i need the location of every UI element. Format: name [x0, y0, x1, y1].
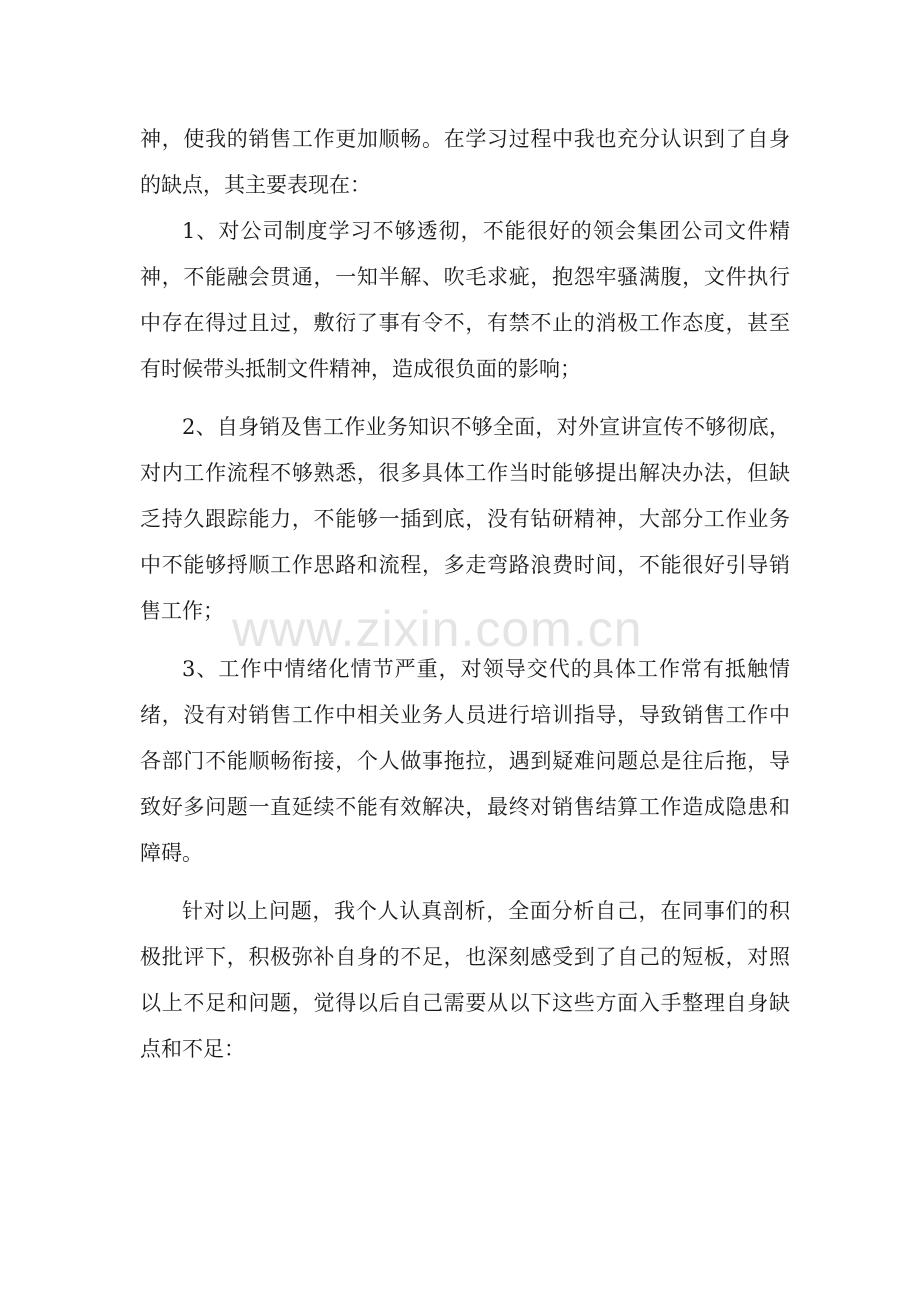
paragraph-conclusion: 针对以上问题，我个人认真剖析，全面分析自己，在同事们的积极批评下，积极弥补自身的不足，也深刻感受到了自己的短板，对照以上不足和问题，觉得以后自己需要从以下这些方面入手整理自身缺点和不足：	[140, 899, 790, 1061]
watermark: www.zixin.com.cn	[232, 601, 643, 657]
paragraph-continuation: 神，使我的销售工作更加顺畅。在学习过程中我也充分认识到了自身的缺点，其主要表现在：	[140, 127, 790, 197]
paragraph-point-2: 2、自身销及售工作业务知识不够全面，对外宣讲宣传不够彻底，对内工作流程不够熟悉，很多具体工作当时能够提出解决办法，但缺乏持久跟踪能力，不能够一插到底，没有钻研精神，大部分工作业务中不能够捋顺工作思路和流程，多走弯路浪费时间，不能很好引导销售工作；	[140, 415, 790, 623]
paragraph-point-1: 1、对公司制度学习不够透彻，不能很好的领会集团公司文件精神，不能融会贯通，一知半解、吹毛求疵，抱怨牢骚满腹，文件执行中存在得过且过，敷衍了事有令不，有禁不止的消极工作态度，甚至有时候带头抵制文件精神，造成很负面的影响；	[140, 219, 790, 381]
document-body	[140, 116, 790, 1072]
paragraph-point-3: 3、工作中情绪化情节严重，对领导交代的具体工作常有抵触情绪，没有对销售工作中相关业务人员进行培训指导，导致销售工作中各部门不能顺畅衔接，个人做事拖拉，遇到疑难问题总是往后拖，导致好多问题一直延续不能有效解决，最终对销售结算工作造成隐患和障碍。	[140, 657, 790, 865]
